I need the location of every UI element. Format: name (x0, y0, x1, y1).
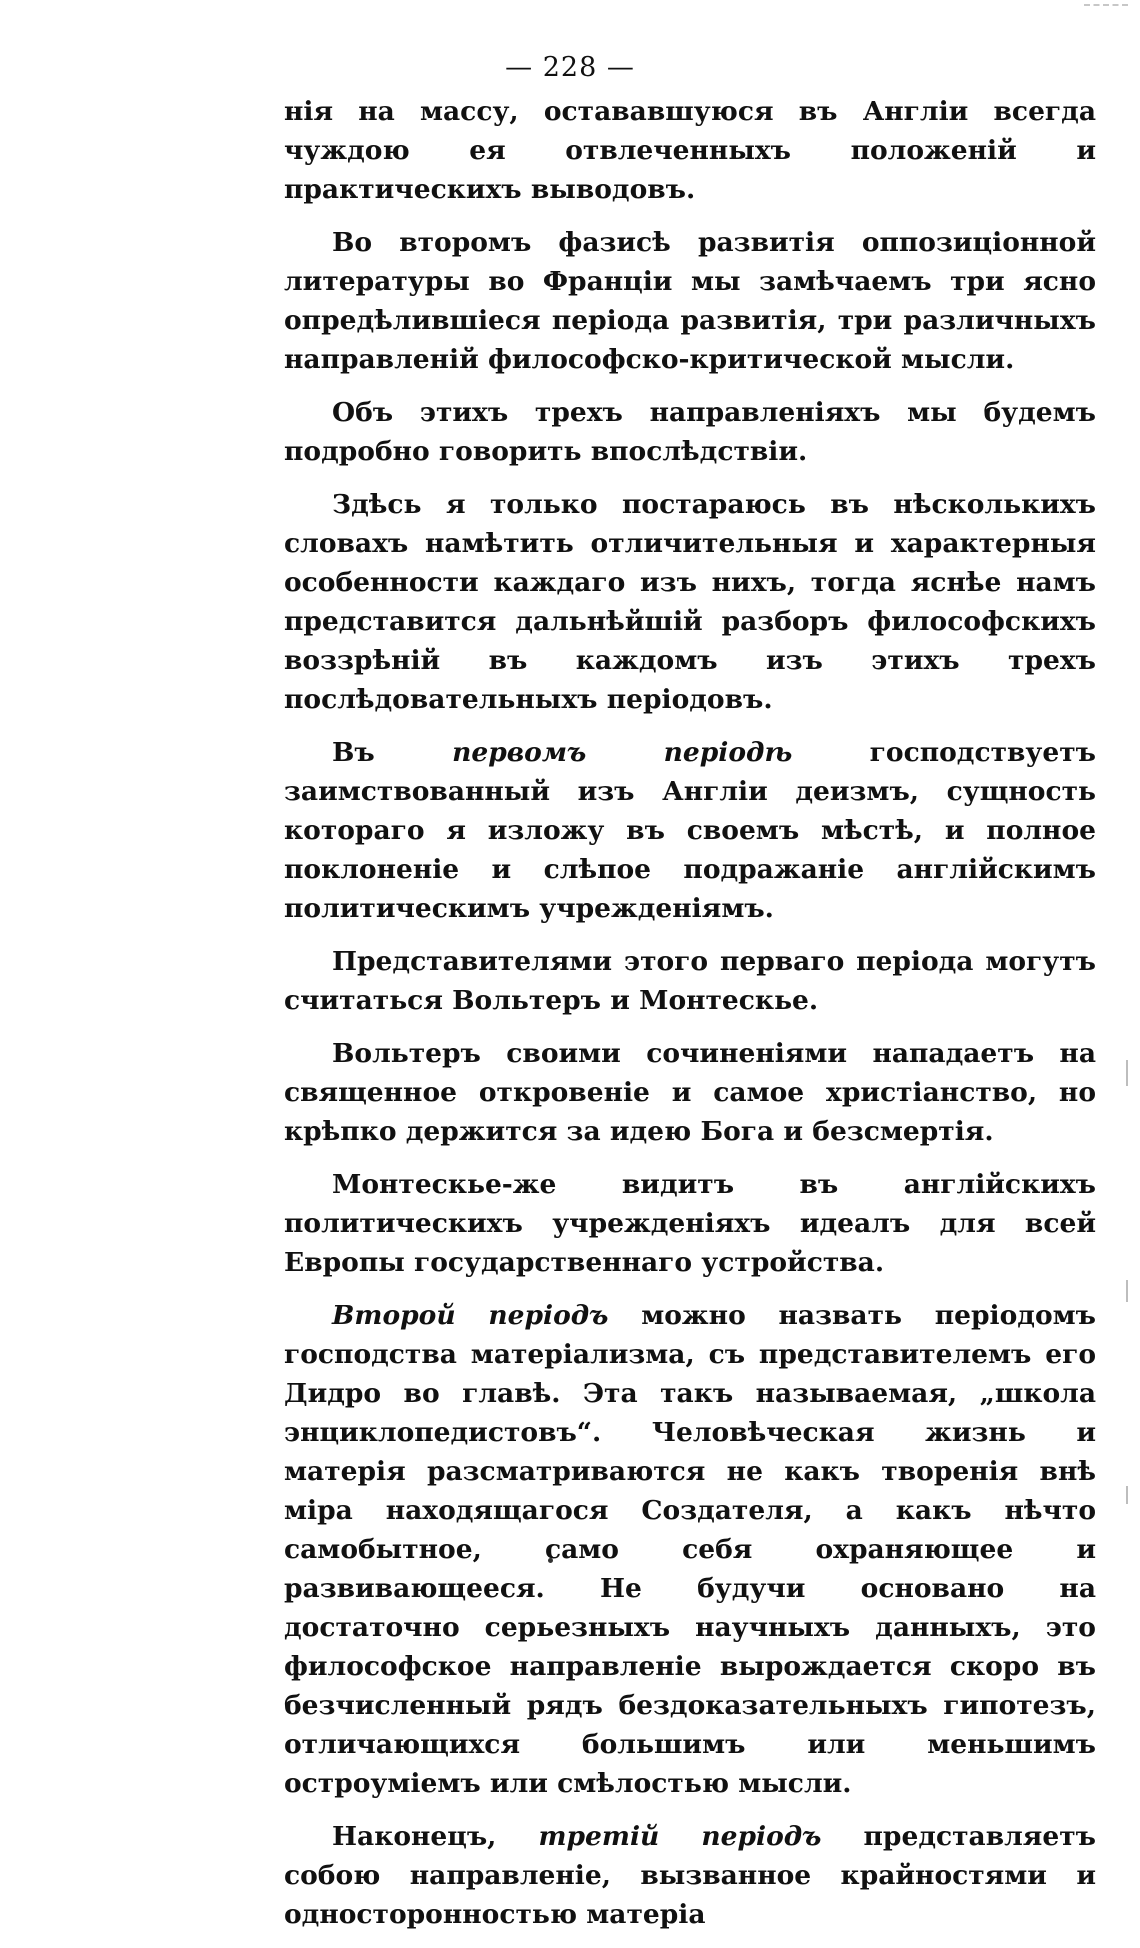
text-run: Наконецъ, (332, 1821, 539, 1852)
paragraph (284, 393, 1096, 471)
text-run: господствуетъ заимствованный изъ Англіи деизмъ, сущность котораго я изложу въ своемъ мѣстѣ, и полное поклоненіе и слѣпое подражаніе англійскимъ политическимъ учрежденіямъ. (284, 737, 1096, 924)
text-run: Во второмъ фазисѣ развитія оппозиціонной литературы во Франціи мы замѣчаемъ три ясно опредѣлившіеся періода развитія, три различныхъ направленій философско-критической мысли. (284, 227, 1096, 375)
text-run: Въ (332, 737, 453, 768)
paragraph (284, 1034, 1096, 1151)
text-run: Здѣсь я только постараюсь въ нѣсколькихъ словахъ намѣтить отличительныя и характерныя особенности каждаго изъ нихъ, тогда яснѣе намъ представится дальнѣйшій разборъ философскихъ воззрѣній въ каждомъ изъ этихъ трехъ послѣдовательныхъ періодовъ. (284, 489, 1096, 715)
paragraph (284, 1817, 1096, 1934)
text-run: Вольтеръ своими сочиненіями нападаетъ на священное откровеніе и самое христіанство, но крѣпко держится за идею Бога и безсмертія. (284, 1038, 1096, 1147)
text-run: представляетъ собою направленіе, вызванное крайностями и односторонностью матеріа (284, 1821, 1096, 1930)
paragraph (284, 942, 1096, 1020)
emphasis-period-name: первомъ періодѣ (452, 737, 793, 768)
paragraph (284, 733, 1096, 928)
paragraph (284, 92, 1096, 209)
emphasis-period-name: Второй періодъ (332, 1300, 609, 1331)
paragraph (284, 1296, 1096, 1803)
paragraph (284, 485, 1096, 719)
text-run: нія на массу, остававшуюся въ Англіи всегда чуждою ея отвлеченныхъ положеній и практическихъ выводовъ. (284, 96, 1096, 205)
text-run: Монтескье-же видитъ въ англійскихъ политическихъ учрежденіяхъ идеалъ для всей Европы государственнаго устройства. (284, 1169, 1096, 1278)
paragraph (284, 223, 1096, 379)
paragraph (284, 1165, 1096, 1282)
scan-edge-mark (1084, 4, 1128, 6)
scan-margin-mark (1126, 1060, 1128, 1086)
text-run: можно назвать періодомъ господства матеріализма, съ представителемъ его Дидро во главѣ. Эта такъ называемая, „школа энциклопедистовъ“. Человѣческая жизнь и матерія разсматриваются не какъ творенія внѣ міра находящагося Создателя, а какъ нѣчто самобытное, само себя охраняющее и развивающееся. Не будучи основано на достаточно серьезныхъ научныхъ данныхъ, это философское направленіе вырождается скоро въ безчисленный рядъ бездоказательныхъ гипотезъ, отличающихся большимъ или меньшимъ остроуміемъ или смѣлостью мысли. (284, 1300, 1096, 1799)
scan-margin-mark (1126, 1486, 1128, 1504)
page-number: — 228 — (505, 52, 635, 83)
scan-margin-mark (1126, 1280, 1128, 1302)
page-body (284, 92, 1096, 1948)
emphasis-period-name: третій періодъ (538, 1821, 822, 1852)
text-run: Объ этихъ трехъ направленіяхъ мы будемъ подробно говорить впослѣдствіи. (284, 397, 1096, 467)
text-run: Представителями этого перваго періода могутъ считаться Вольтеръ и Монтескье. (284, 946, 1096, 1016)
